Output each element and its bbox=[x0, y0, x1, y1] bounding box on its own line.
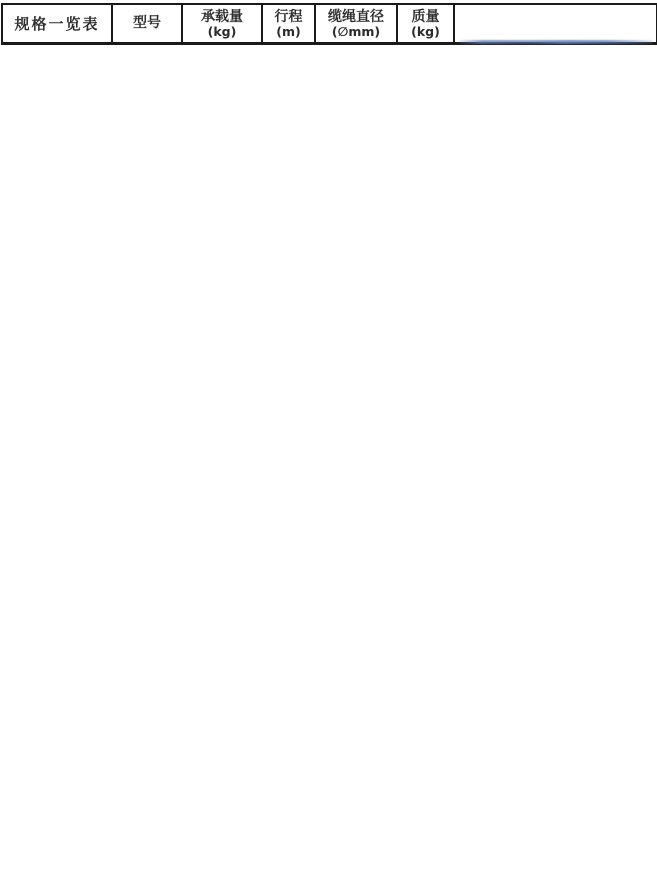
col-header-diameter bbox=[315, 4, 397, 44]
col-header-mass-label: 质量 bbox=[411, 8, 440, 25]
col-header-capacity-unit: (kg) bbox=[207, 23, 237, 39]
col-header-diameter-label: 缆绳直径 bbox=[328, 8, 384, 25]
table-title: 规格一览表 bbox=[2, 4, 112, 44]
spec-table bbox=[1, 3, 657, 45]
col-header-capacity-label: 承载量 bbox=[201, 8, 243, 25]
col-header-notes bbox=[454, 4, 657, 44]
col-header-diameter-unit: (∅mm) bbox=[331, 23, 381, 39]
col-header-stroke bbox=[262, 4, 315, 44]
col-header-stroke-unit: (m) bbox=[276, 23, 301, 39]
blue-ink-artifact bbox=[459, 40, 653, 44]
col-header-capacity bbox=[182, 4, 262, 44]
col-header-model-label: 型号 bbox=[133, 15, 161, 32]
col-header-mass-unit: (kg) bbox=[411, 23, 440, 39]
col-header-stroke-label: 行程 bbox=[274, 8, 303, 25]
col-header-model bbox=[112, 4, 182, 44]
col-header-mass bbox=[397, 4, 454, 44]
header-row bbox=[2, 4, 657, 44]
